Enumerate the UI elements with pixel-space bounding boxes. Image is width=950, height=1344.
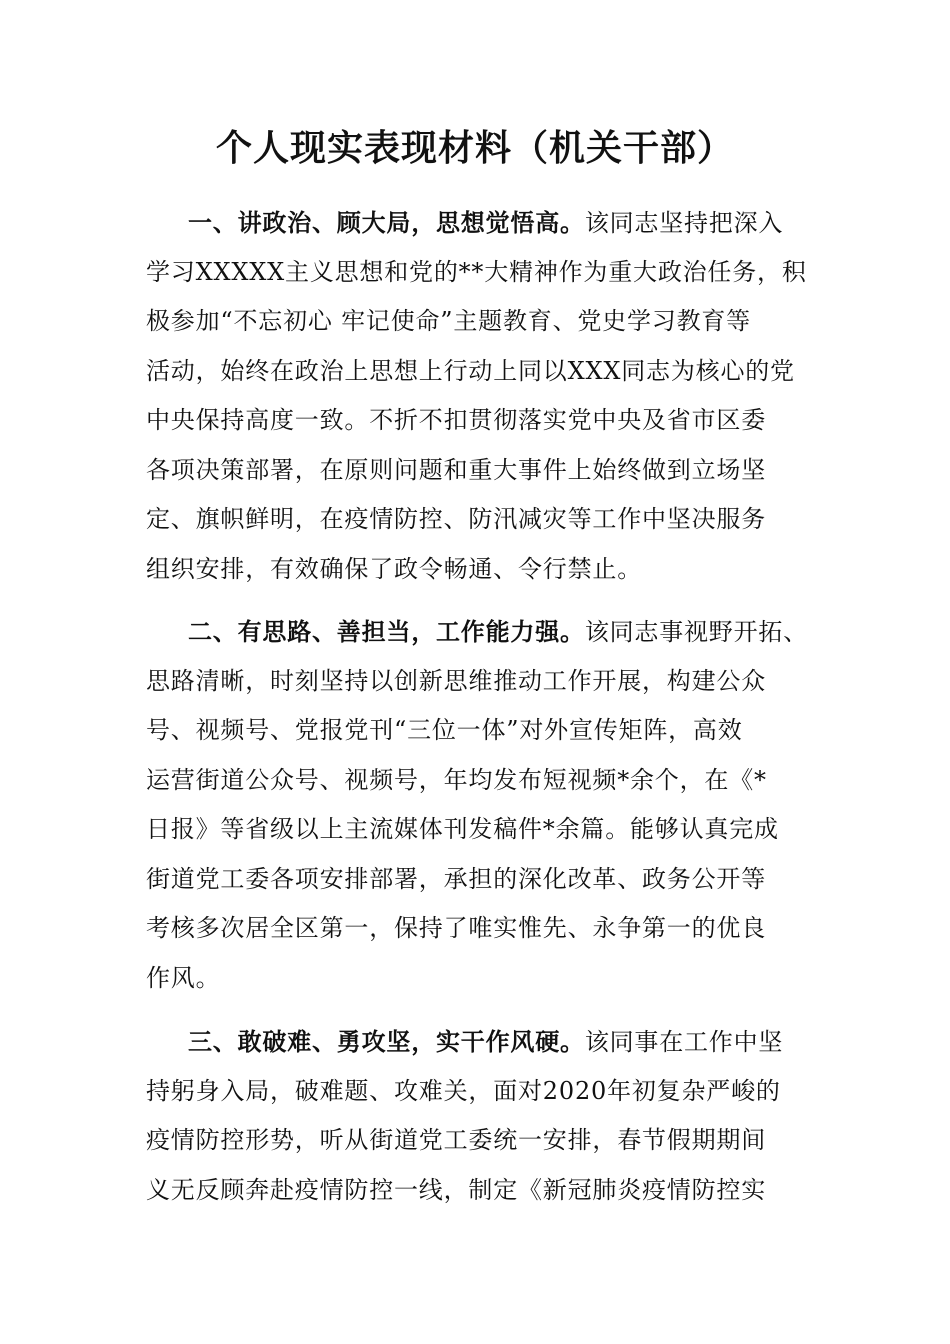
document-title: 个人现实表现材料（机关干部）	[215, 127, 734, 169]
paragraph-line: 街道党工委各项安排部署，承担的深化改革、政务公开等	[146, 864, 766, 893]
paragraph-line: 义无反顾奔赴疫情防控一线，制定《新冠肺炎疫情防控实	[146, 1175, 766, 1204]
paragraph-line: 号、视频号、党报党刊“三位一体”对外宣传矩阵，高效	[146, 716, 743, 744]
paragraph-heading: 三、敢破难、勇攻坚，实干作风硬。	[188, 1027, 585, 1056]
paragraph-3	[146, 1017, 826, 1215]
paragraph-line: 中央保持高度一致。不折不扣贯彻落实党中央及省市区委	[146, 406, 766, 434]
paragraph-text: 该同志坚持把深入	[584, 209, 784, 237]
paragraph-line: 各项决策部署，在原则问题和重大事件上始终做到立场坚	[146, 455, 766, 484]
paragraph-line	[146, 607, 826, 657]
paragraph-1	[146, 198, 826, 594]
paragraph-line: 定、旗帜鲜明，在疫情防控、防汛减灾等工作中坚决服务	[146, 505, 766, 533]
paragraph-line: 学习XXXXX主义思想和党的**大精神作为重大政治任务，积	[146, 257, 807, 286]
paragraph-text: 该同志事视野开拓、	[584, 618, 809, 646]
paragraph-line: 日报》等省级以上主流媒体刊发稿件*余篇。能够认真完成	[146, 815, 779, 843]
paragraph-line: 活动，始终在政治上思想上行动上同以XXX同志为核心的党	[146, 356, 795, 385]
paragraph-line	[146, 198, 826, 248]
paragraph-line: 考核多次居全区第一，保持了唯实惟先、永争第一的优良	[146, 914, 766, 942]
paragraph-line: 疫情防控形势，听从街道党工委统一安排，春节假期期间	[146, 1126, 766, 1154]
paragraph-line: 持躬身入局，破难题、攻难关，面对2020年初复杂严峻的	[146, 1076, 781, 1105]
paragraph-line: 运营街道公众号、视频号，年均发布短视频*余个，在《*	[146, 765, 767, 794]
paragraph-line: 思路清晰，时刻坚持以创新思维推动工作开展，构建公众	[146, 666, 766, 695]
paragraph-line	[146, 1017, 826, 1067]
paragraph-line: 极参加“不忘初心 牢记使命”主题教育、党史学习教育等	[146, 307, 751, 335]
paragraph-line: 作风。	[146, 963, 221, 992]
paragraph-text: 该同事在工作中坚	[584, 1028, 784, 1056]
paragraph-line: 组织安排，有效确保了政令畅通、令行禁止。	[146, 554, 642, 583]
paragraph-heading: 一、讲政治、顾大局，思想觉悟高。	[188, 208, 585, 237]
paragraph-2	[146, 607, 826, 1003]
paragraph-heading: 二、有思路、善担当，工作能力强。	[188, 617, 585, 646]
